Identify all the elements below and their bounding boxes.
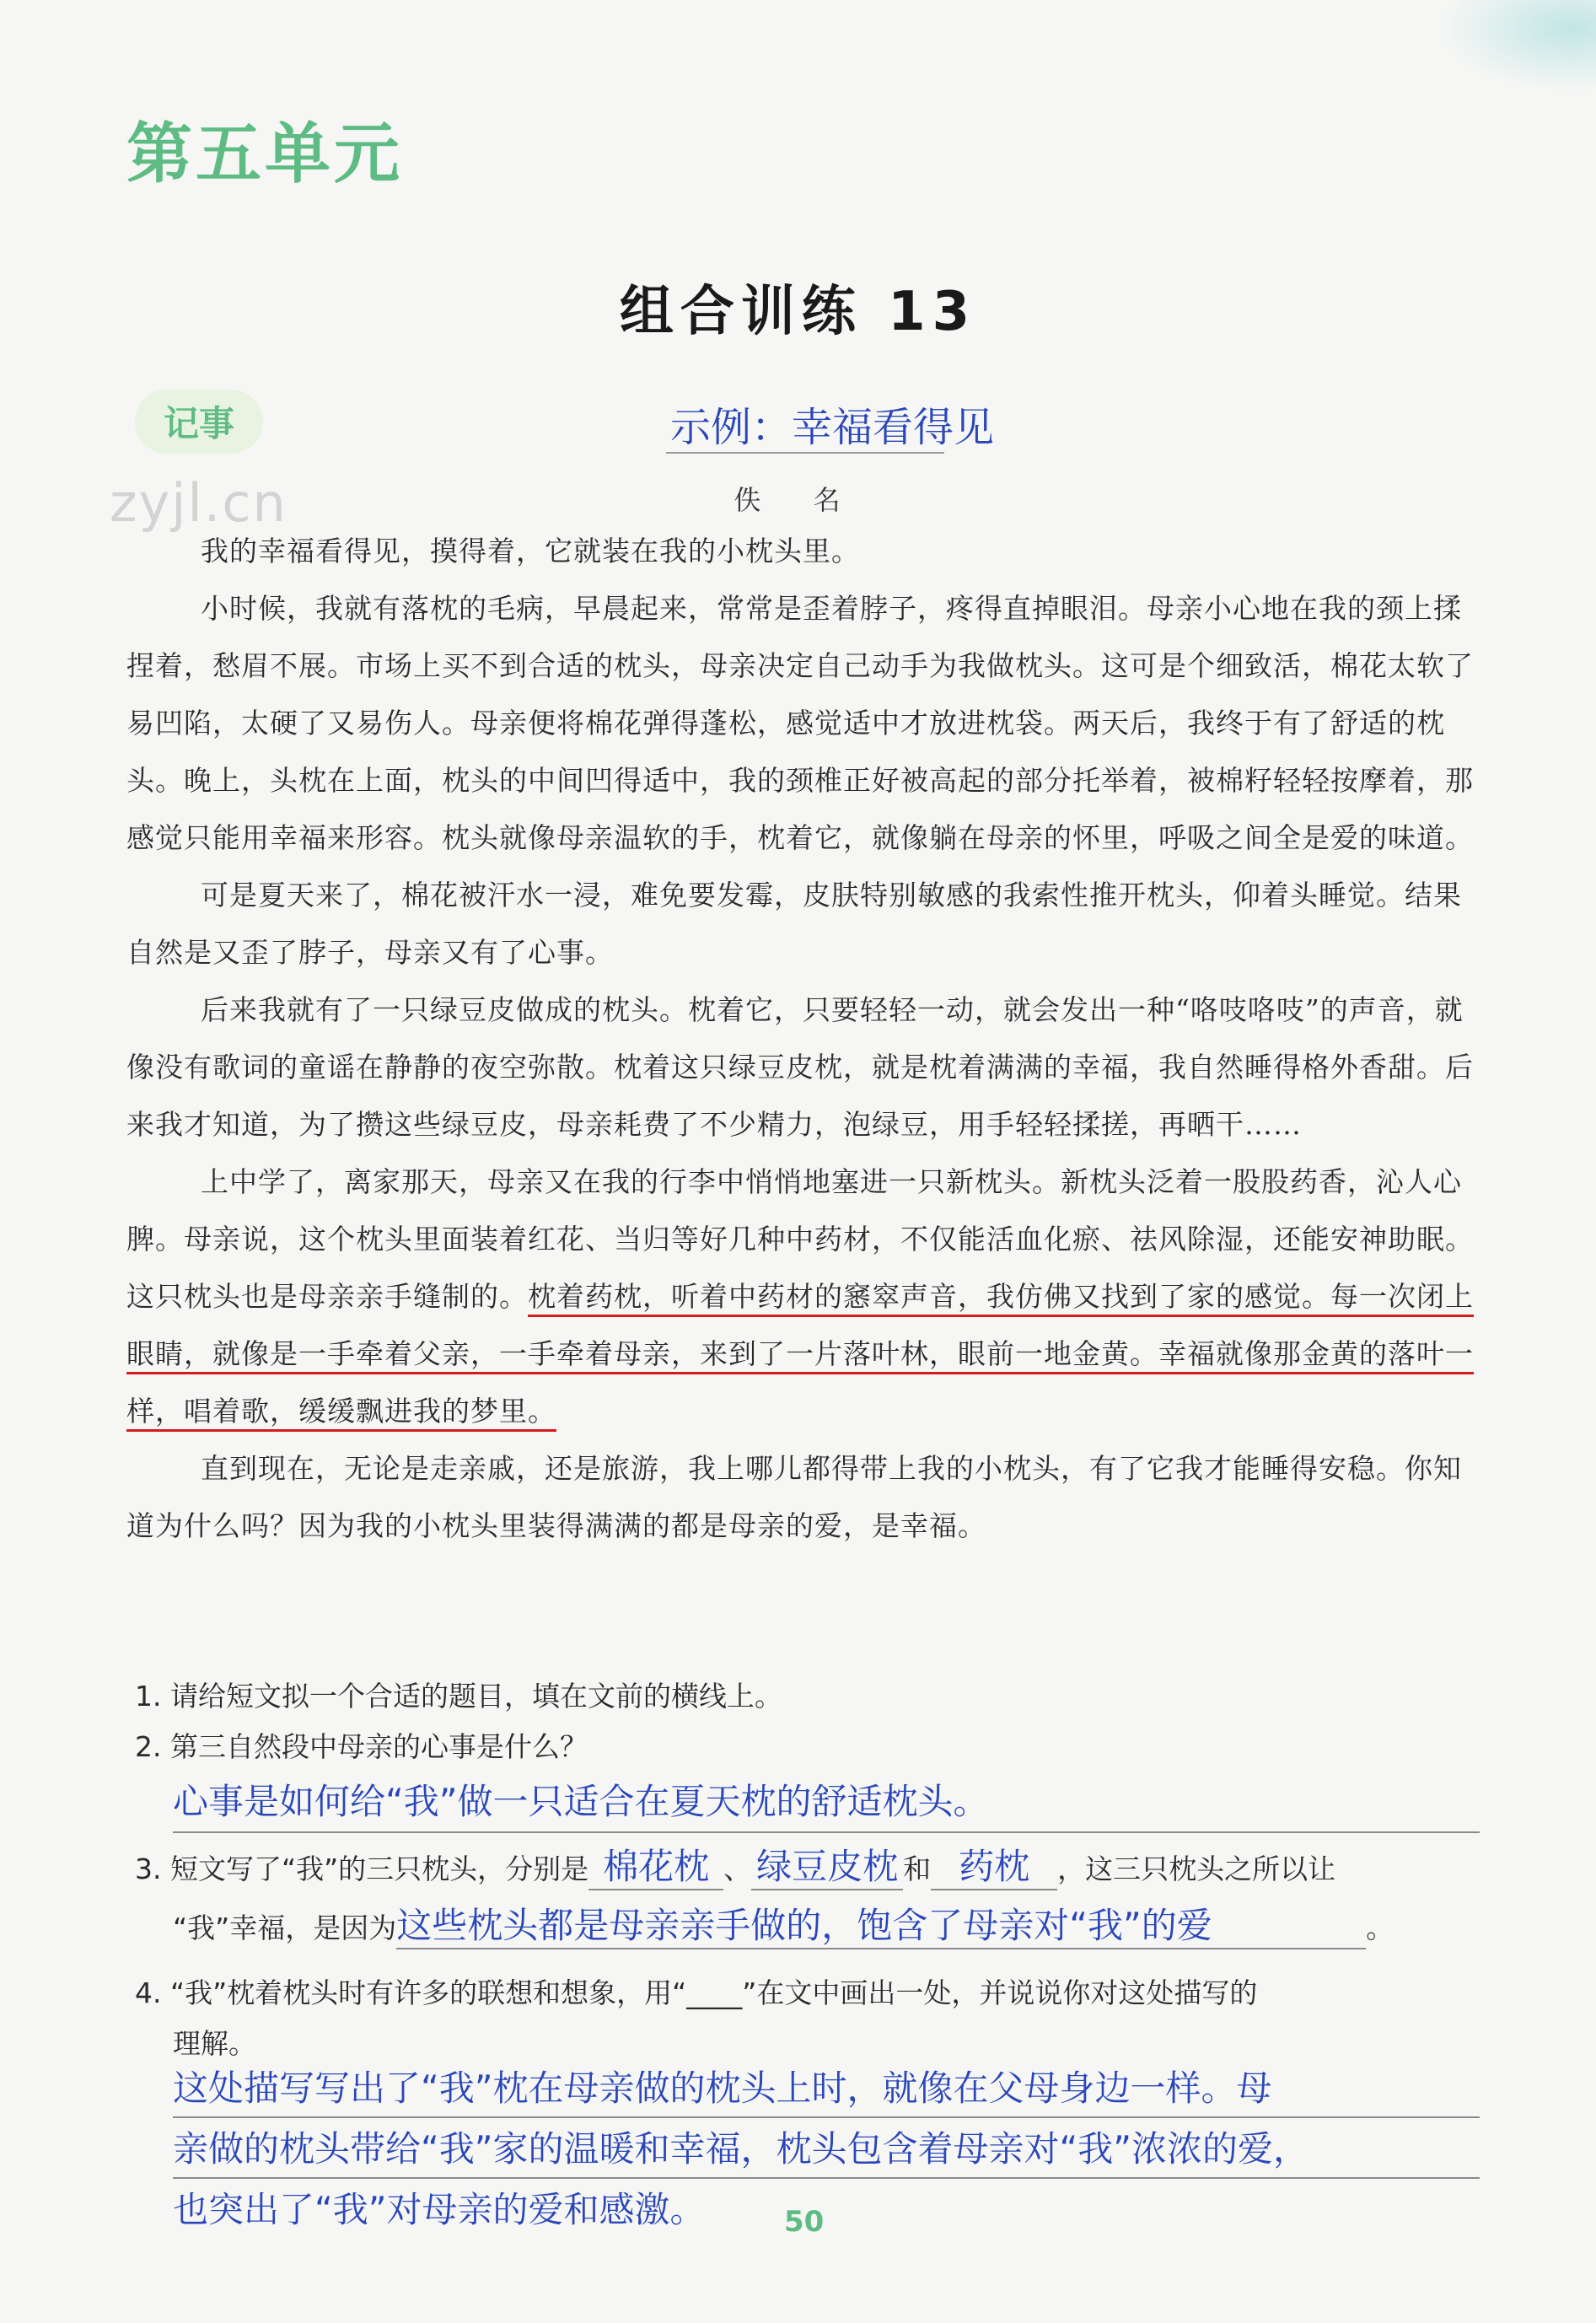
underlined-passage: 枕着药枕，听着中药材的窸窣声音，我仿佛又找到了家的感觉。每一次闭上眼睛，就像是一手牵着父亲，一手牵着母亲，来到了一片落叶林，眼前一地金黄。幸福就像那金黄的落叶一样，唱着歌，缓缓飘进我的梦里。 <box>126 1280 1474 1428</box>
answer-4-line-3: 也突出了“我”对母亲的爱和感激。 <box>173 2189 706 2230</box>
paragraph-text: 上中学了，离家那天，母亲又在我的行李中悄悄地塞进一只新枕头。新枕头泛着一股股药香，沁人心脾。母亲说，这个枕头里面装着红花、当归等好几种中药材，不仅能活血化瘀、祛风除湿，还能安神助眠。这只枕头也是母亲亲手缝制的。 <box>126 1165 1474 1313</box>
paragraph: 我的幸福看得见，摸得着，它就装在我的小枕头里。 <box>201 535 860 567</box>
question-3-line-2 <box>173 1904 1522 1950</box>
watermark: zyjl.cn <box>110 472 287 534</box>
q3-and: 和 <box>903 1852 932 1885</box>
answer-3-pillow-3: 药枕 <box>931 1845 1057 1890</box>
page-number: 50 <box>784 2205 825 2239</box>
exercise-title: 组合训练 13 <box>619 281 977 343</box>
q3-sep: 、 <box>723 1852 752 1885</box>
paragraph: 可是夏天来了，棉花被汗水一浸，难免要发霉，皮肤特别敏感的我索性推开枕头，仰着头睡觉。结果自然是又歪了脖子，母亲又有了心事。 <box>126 879 1462 969</box>
q3-prefix: 3. 短文写了“我”的三只枕头，分别是 <box>135 1852 589 1885</box>
question-4: 4. “我”枕着枕头时有许多的联想和想象，用“____”在文中画出一处，并说说你对这处描写的 <box>135 1976 1258 2009</box>
author: 佚 名 <box>734 484 862 516</box>
answer-line <box>173 1831 1480 1833</box>
title-blank-line <box>666 452 944 454</box>
answer-3-pillow-1: 棉花枕 <box>588 1845 723 1890</box>
unit-title: 第五单元 <box>126 116 404 192</box>
q3-suffix: ，这三只枕头之所以让 <box>1057 1852 1336 1885</box>
paragraph-with-underline <box>126 1153 1484 1440</box>
article-body <box>126 523 1484 1555</box>
answer-line <box>173 2177 1480 2179</box>
answer-2: 心事是如何给“我”做一只适合在夏天枕的舒适枕头。 <box>173 1781 989 1822</box>
paragraph: 后来我就有了一只绿豆皮做成的枕头。枕着它，只要轻轻一动，就会发出一种“咯吱咯吱”的声音，就像没有歌词的童谣在静静的夜空弥散。枕着这只绿豆皮枕，就是枕着满满的幸福，我自然睡得格外香甜。后来我才知道，为了攒这些绿豆皮，母亲耗费了不少精力，泡绿豆，用手轻轻揉搓，再晒干…… <box>126 993 1474 1141</box>
q3-line2: “我”幸福，是因为 <box>173 1912 397 1944</box>
answer-line <box>173 2116 1480 2118</box>
article-title-answer: 示例：幸福看得见 <box>670 404 995 451</box>
answer-4-line-1: 这处描写写出了“我”枕在母亲做的枕头上时，就像在父母身边一样。母 <box>173 2068 1272 2109</box>
answer-3-pillow-2: 绿豆皮枕 <box>751 1845 903 1890</box>
section-badge: 记事 <box>135 390 263 454</box>
question-3 <box>135 1845 1484 1891</box>
question-1: 1. 请给短文拟一个合适的题目，填在文前的横线上。 <box>135 1680 782 1713</box>
question-2: 2. 第三自然段中母亲的心事是什么？ <box>135 1730 588 1763</box>
paragraph: 直到现在，无论是走亲戚，还是旅游，我上哪儿都得带上我的小枕头，有了它我才能睡得安稳。你知道为什么吗？因为我的小枕头里装得满满的都是母亲的爱，是幸福。 <box>126 1452 1462 1542</box>
paragraph: 小时候，我就有落枕的毛病，早晨起来，常常是歪着脖子，疼得直掉眼泪。母亲小心地在我的颈上揉捏着，愁眉不展。市场上买不到合适的枕头，母亲决定自己动手为我做枕头。这可是个细致活，棉花太软了易凹陷，太硬了又易伤人。母亲便将棉花弹得蓬松，感觉适中才放进枕袋。两天后，我终于有了舒适的枕头。晚上，头枕在上面，枕头的中间凹得适中，我的颈椎正好被高起的部分托举着，被棉籽轻轻按摩着，那感觉只能用幸福来形容。枕头就像母亲温软的手，枕着它，就像躺在母亲的怀里，呼吸之间全是爱的味道。 <box>126 592 1474 854</box>
q3-end: 。 <box>1366 1912 1394 1944</box>
answer-4-line-2: 亲做的枕头带给“我”家的温暖和幸福，枕头包含着母亲对“我”浓浓的爱， <box>173 2128 1309 2170</box>
question-4-line-2: 理解。 <box>173 2027 256 2060</box>
answer-3-reason: 这些枕头都是母亲亲手做的，饱含了母亲对“我”的爱 <box>396 1904 1366 1949</box>
corner-decoration <box>1436 0 1596 93</box>
